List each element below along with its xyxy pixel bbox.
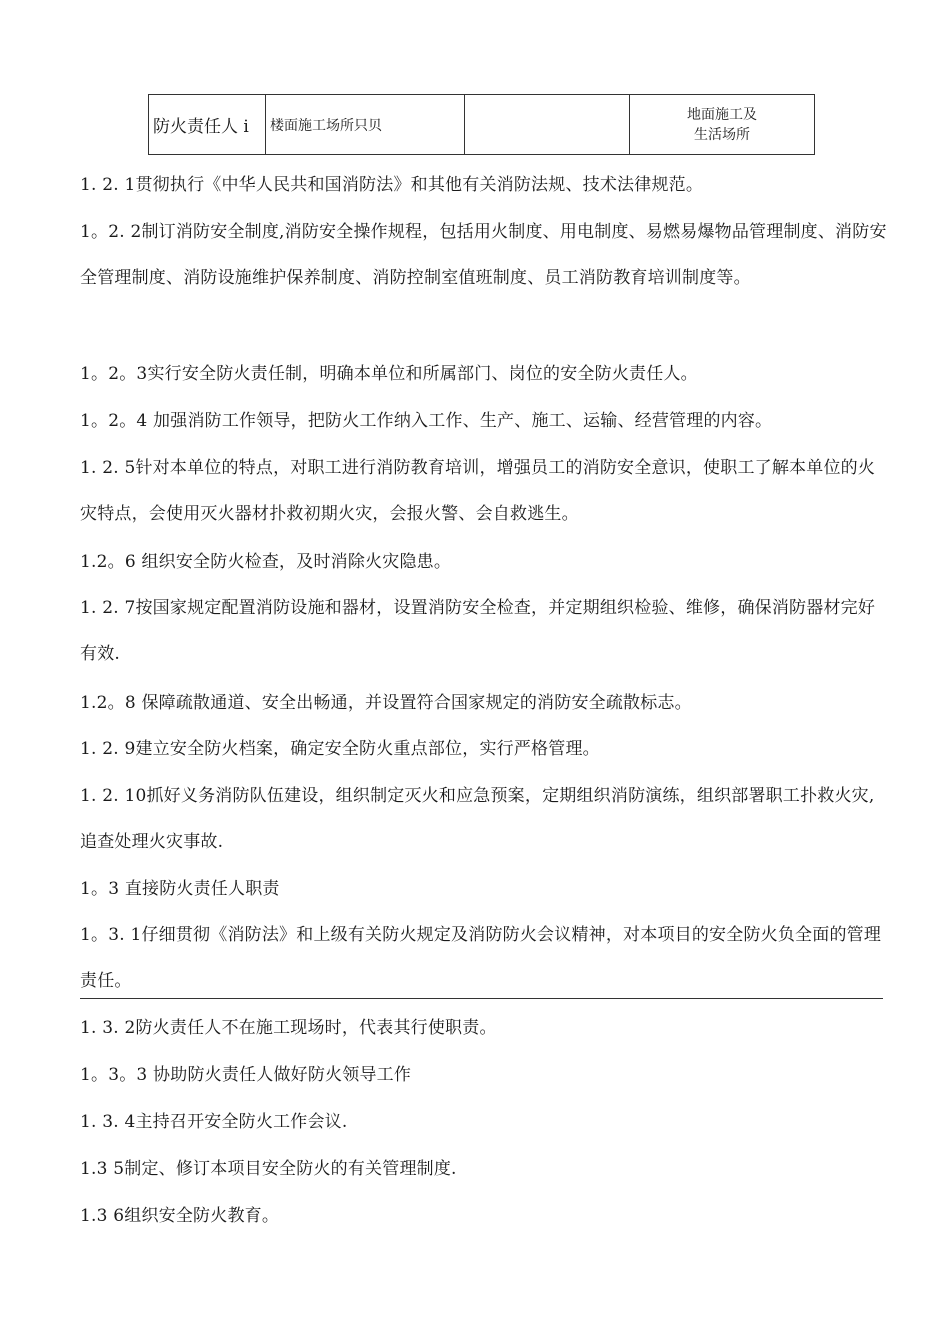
table-cell-ground-site-line2: 生活场所	[694, 126, 750, 143]
section-heading-1-3: 1。3 直接防火责任人职责	[80, 879, 280, 899]
page-divider	[80, 998, 883, 999]
paragraph-1-2-9: 1. 2. 9建立安全防火档案，确定安全防火重点部位，实行严格管理。	[80, 739, 600, 759]
paragraph-1-3-4: 1. 3. 4主持召开安全防火工作会议.	[80, 1112, 348, 1132]
paragraph-1-3-6: 1.3 6组织安全防火教育。	[80, 1206, 280, 1226]
paragraph-1-3-5: 1.3 5制定、修订本项目安全防火的有关管理制度.	[80, 1159, 457, 1179]
paragraph-1-3-3: 1。3。3 协助防火责任人做好防火领导工作	[80, 1065, 412, 1085]
table-cell-floor-site: 楼面施工场所只贝	[266, 95, 465, 155]
responsibility-table	[148, 94, 815, 155]
paragraph-1-2-3: 1。2。3实行安全防火责任制，明确本单位和所属部门、岗位的安全防火责任人。	[80, 364, 698, 384]
table-cell-ground-site	[630, 95, 815, 155]
table-row	[149, 95, 815, 155]
paragraph-1-2-4: 1。2。4 加强消防工作领导，把防火工作纳入工作、生产、施工、运输、经营管理的内容。	[80, 411, 773, 431]
paragraph-1-2-8: 1.2。8 保障疏散通道、安全出畅通，并设置符合国家规定的消防安全疏散标志。	[80, 693, 692, 713]
paragraph-1-2-6: 1.2。6 组织安全防火检查，及时消除火灾隐患。	[80, 552, 452, 572]
table-cell-empty	[465, 95, 630, 155]
paragraph-1-2-10: 1. 2. 10抓好义务消防队伍建设，组织制定灭火和应急预案，定期组织消防演练，组织部署职工扑救火灾,追查处理火灾事故.	[80, 786, 875, 852]
paragraph-1-2-1: 1. 2. 1贯彻执行《中华人民共和国消防法》和其他有关消防法规、技术法律规范。	[80, 175, 704, 195]
paragraph-1-3-2: 1. 3. 2防火责任人不在施工现场时，代表其行使职责。	[80, 1018, 497, 1038]
table-cell-fire-officer: 防火责任人 i	[149, 95, 266, 155]
paragraph-1-3-1: 1。3. 1仔细贯彻《消防法》和上级有关防火规定及消防防火会议精神，对本项目的安全防火负全面的管理责任。	[80, 925, 882, 991]
paragraph-1-2-5: 1. 2. 5针对本单位的特点，对职工进行消防教育培训，增强员工的消防安全意识，使职工了解本单位的火灾特点，会使用灭火器材扑救初期火灾，会报火警、会自救逃生。	[80, 458, 876, 524]
table-cell-ground-site-line1: 地面施工及	[687, 106, 757, 123]
paragraph-1-2-2: 1。2. 2制订消防安全制度,消防安全操作规程，包括用火制度、用电制度、易燃易爆物品管理制度、消防安全管理制度、消防设施维护保养制度、消防控制室值班制度、员工消防教育培训制度等。	[80, 222, 887, 288]
paragraph-1-2-7: 1. 2. 7按国家规定配置消防设施和器材，设置消防安全检查，并定期组织检验、维修，确保消防器材完好有效.	[80, 598, 876, 664]
